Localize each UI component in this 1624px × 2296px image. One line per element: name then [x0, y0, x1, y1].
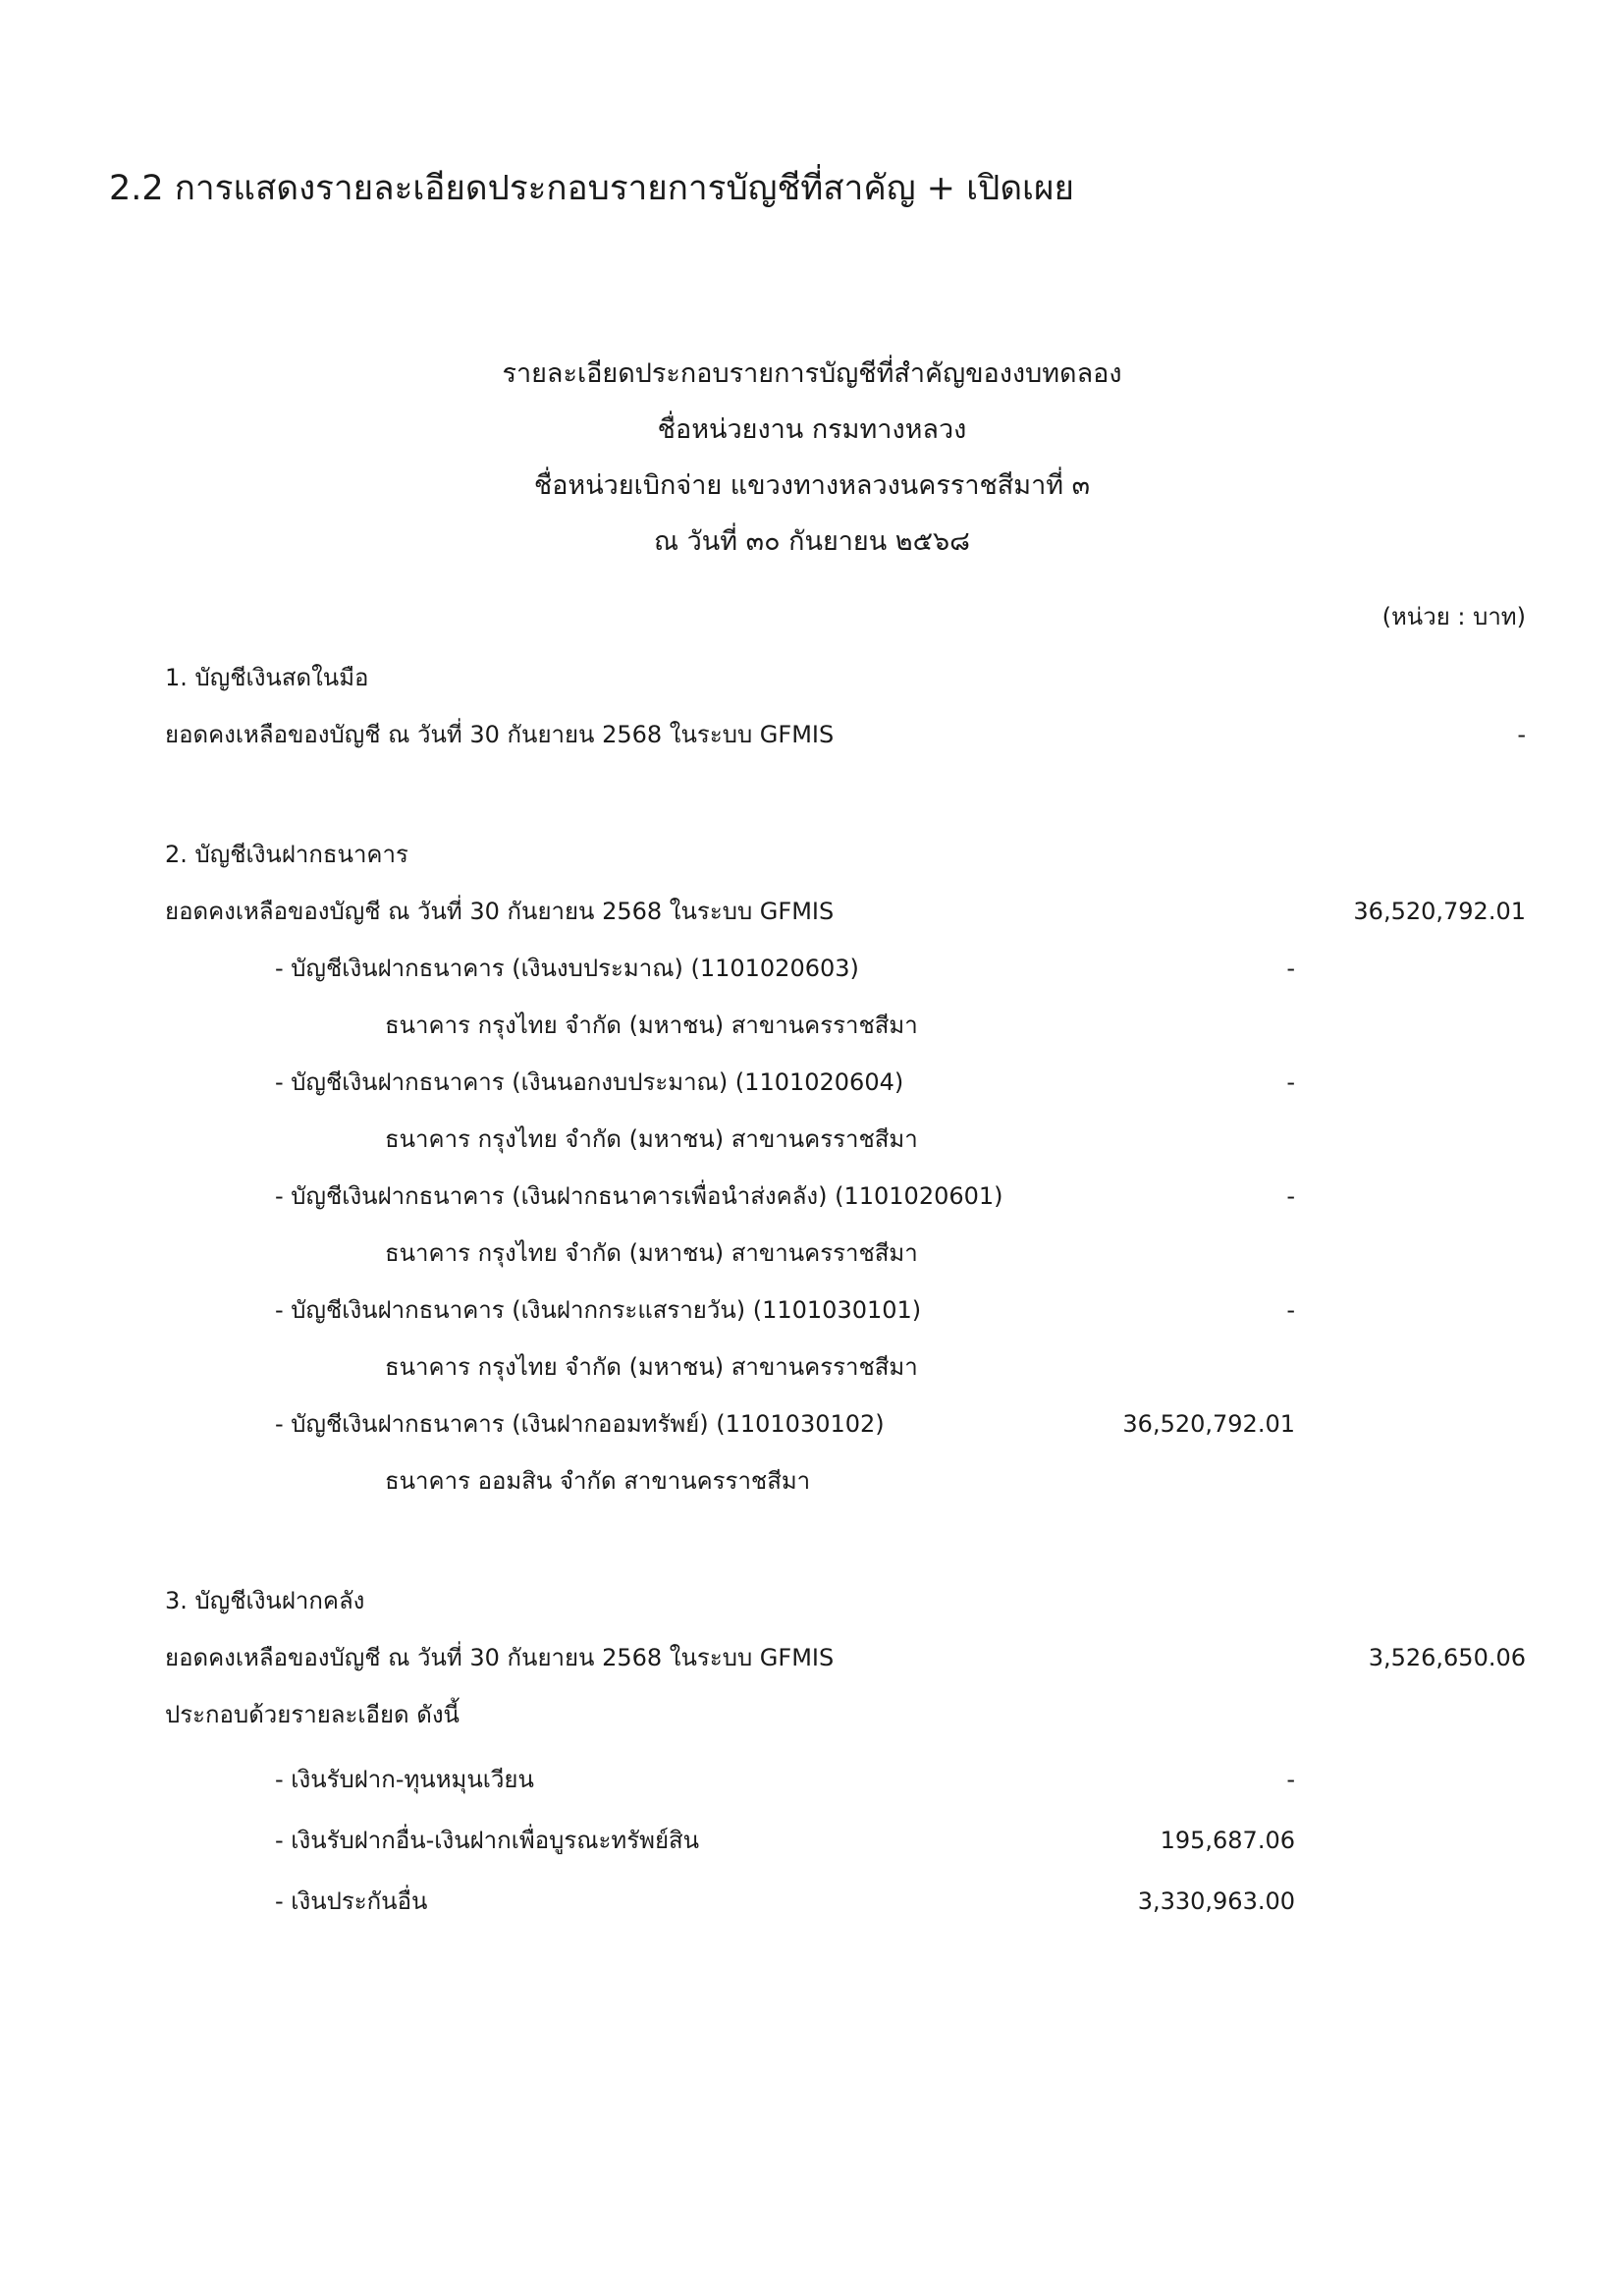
deposit-item-label: - เงินประกันอื่น	[275, 1887, 428, 1915]
section-2-title-row	[0, 833, 1624, 876]
account-label: - บัญชีเงินฝากธนาคาร (เงินนอกงบประมาณ) (1101020604)	[275, 1068, 904, 1096]
bank-account-row	[0, 1402, 1624, 1446]
deposit-item-label: - เงินรับฝาก-ทุนหมุนเวียน	[275, 1766, 534, 1793]
agency-name: ชื่อหน่วยงาน กรมทางหลวง	[657, 414, 967, 445]
account-label: - บัญชีเงินฝากธนาคาร (เงินงบประมาณ) (1101020603)	[275, 955, 859, 982]
bank-name-row	[0, 1459, 1624, 1503]
deposit-item-label: - เงินรับฝากอื่น-เงินฝากเพื่อบูรณะทรัพย์สิน	[275, 1827, 700, 1854]
bank-account-row	[0, 947, 1624, 990]
deposit-item-amount: -	[1286, 1766, 1295, 1793]
section-2-balance-row	[0, 890, 1624, 933]
account-amount: 36,520,792.01	[1122, 1410, 1295, 1438]
balance-label: ยอดคงเหลือของบัญชี ณ วันที่ 30 กันยายน 2568 ในระบบ GFMIS	[165, 898, 835, 925]
section-title: 3. บัญชีเงินฝากคลัง	[165, 1587, 365, 1614]
bank-name-row	[0, 1004, 1624, 1047]
account-label: - บัญชีเงินฝากธนาคาร (เงินฝากธนาคารเพื่อนำส่งคลัง) (1101020601)	[275, 1182, 1003, 1210]
account-amount: -	[1286, 955, 1295, 982]
bank-name-row	[0, 1118, 1624, 1161]
balance-label: ยอดคงเหลือของบัญชี ณ วันที่ 30 กันยายน 2568 ในระบบ GFMIS	[165, 1644, 835, 1671]
deposit-item-row	[0, 1880, 1624, 1923]
detail-label: ประกอบด้วยรายละเอียด ดังนี้	[165, 1701, 460, 1728]
report-title: รายละเอียดประกอบรายการบัญชีที่สำคัญของงบทดลอง	[502, 358, 1122, 389]
section-3-balance-row	[0, 1636, 1624, 1679]
account-amount: -	[1286, 1068, 1295, 1096]
deposit-item-amount: 195,687.06	[1160, 1827, 1295, 1854]
deposit-item-row	[0, 1758, 1624, 1801]
account-amount: -	[1286, 1296, 1295, 1324]
report-date: ณ วันที่ ๓๐ กันยายน ๒๕๖๘	[654, 526, 970, 557]
bank-account-row	[0, 1288, 1624, 1332]
section-1-title-row	[0, 656, 1624, 699]
deposit-item-amount: 3,330,963.00	[1137, 1887, 1295, 1915]
bank-name: ธนาคาร กรุงไทย จำกัด (มหาชน) สาขานครราชสีมา	[385, 1239, 918, 1267]
section-1-balance-row	[0, 713, 1624, 756]
section-heading: 2.2 การแสดงรายละเอียดประกอบรายการบัญชีที่สาคัญ + เปิดเผย	[109, 169, 1075, 208]
bank-name: ธนาคาร กรุงไทย จำกัด (มหาชน) สาขานครราชสีมา	[385, 1353, 918, 1381]
balance-value: -	[1517, 721, 1526, 748]
section-title: 1. บัญชีเงินสดในมือ	[165, 664, 369, 691]
account-label: - บัญชีเงินฝากธนาคาร (เงินฝากออมทรัพย์) (1101030102)	[275, 1410, 885, 1438]
bank-name: ธนาคาร กรุงไทย จำกัด (มหาชน) สาขานครราชสีมา	[385, 1125, 918, 1153]
bank-name-row	[0, 1345, 1624, 1389]
bank-name: ธนาคาร กรุงไทย จำกัด (มหาชน) สาขานครราชสีมา	[385, 1011, 918, 1039]
bank-account-row	[0, 1061, 1624, 1104]
bank-account-row	[0, 1175, 1624, 1218]
report-title-block	[0, 346, 1624, 570]
unit-label: (หน่วย : บาท)	[1381, 603, 1526, 630]
bank-name: ธนาคาร ออมสิน จำกัด สาขานครราชสีมา	[385, 1467, 811, 1495]
section-3-title-row	[0, 1579, 1624, 1622]
detail-label-row	[0, 1693, 1624, 1736]
account-amount: -	[1286, 1182, 1295, 1210]
balance-value: 3,526,650.06	[1368, 1644, 1526, 1671]
deposit-item-row	[0, 1819, 1624, 1862]
section-title: 2. บัญชีเงินฝากธนาคาร	[165, 841, 408, 868]
account-label: - บัญชีเงินฝากธนาคาร (เงินฝากกระแสรายวัน) (1101030101)	[275, 1296, 922, 1324]
balance-label: ยอดคงเหลือของบัญชี ณ วันที่ 30 กันยายน 2568 ในระบบ GFMIS	[165, 721, 835, 748]
balance-value: 36,520,792.01	[1353, 898, 1526, 925]
bank-name-row	[0, 1231, 1624, 1275]
disbursing-unit-name: ชื่อหน่วยเบิกจ่าย แขวงทางหลวงนครราชสีมาที่ ๓	[533, 470, 1091, 501]
